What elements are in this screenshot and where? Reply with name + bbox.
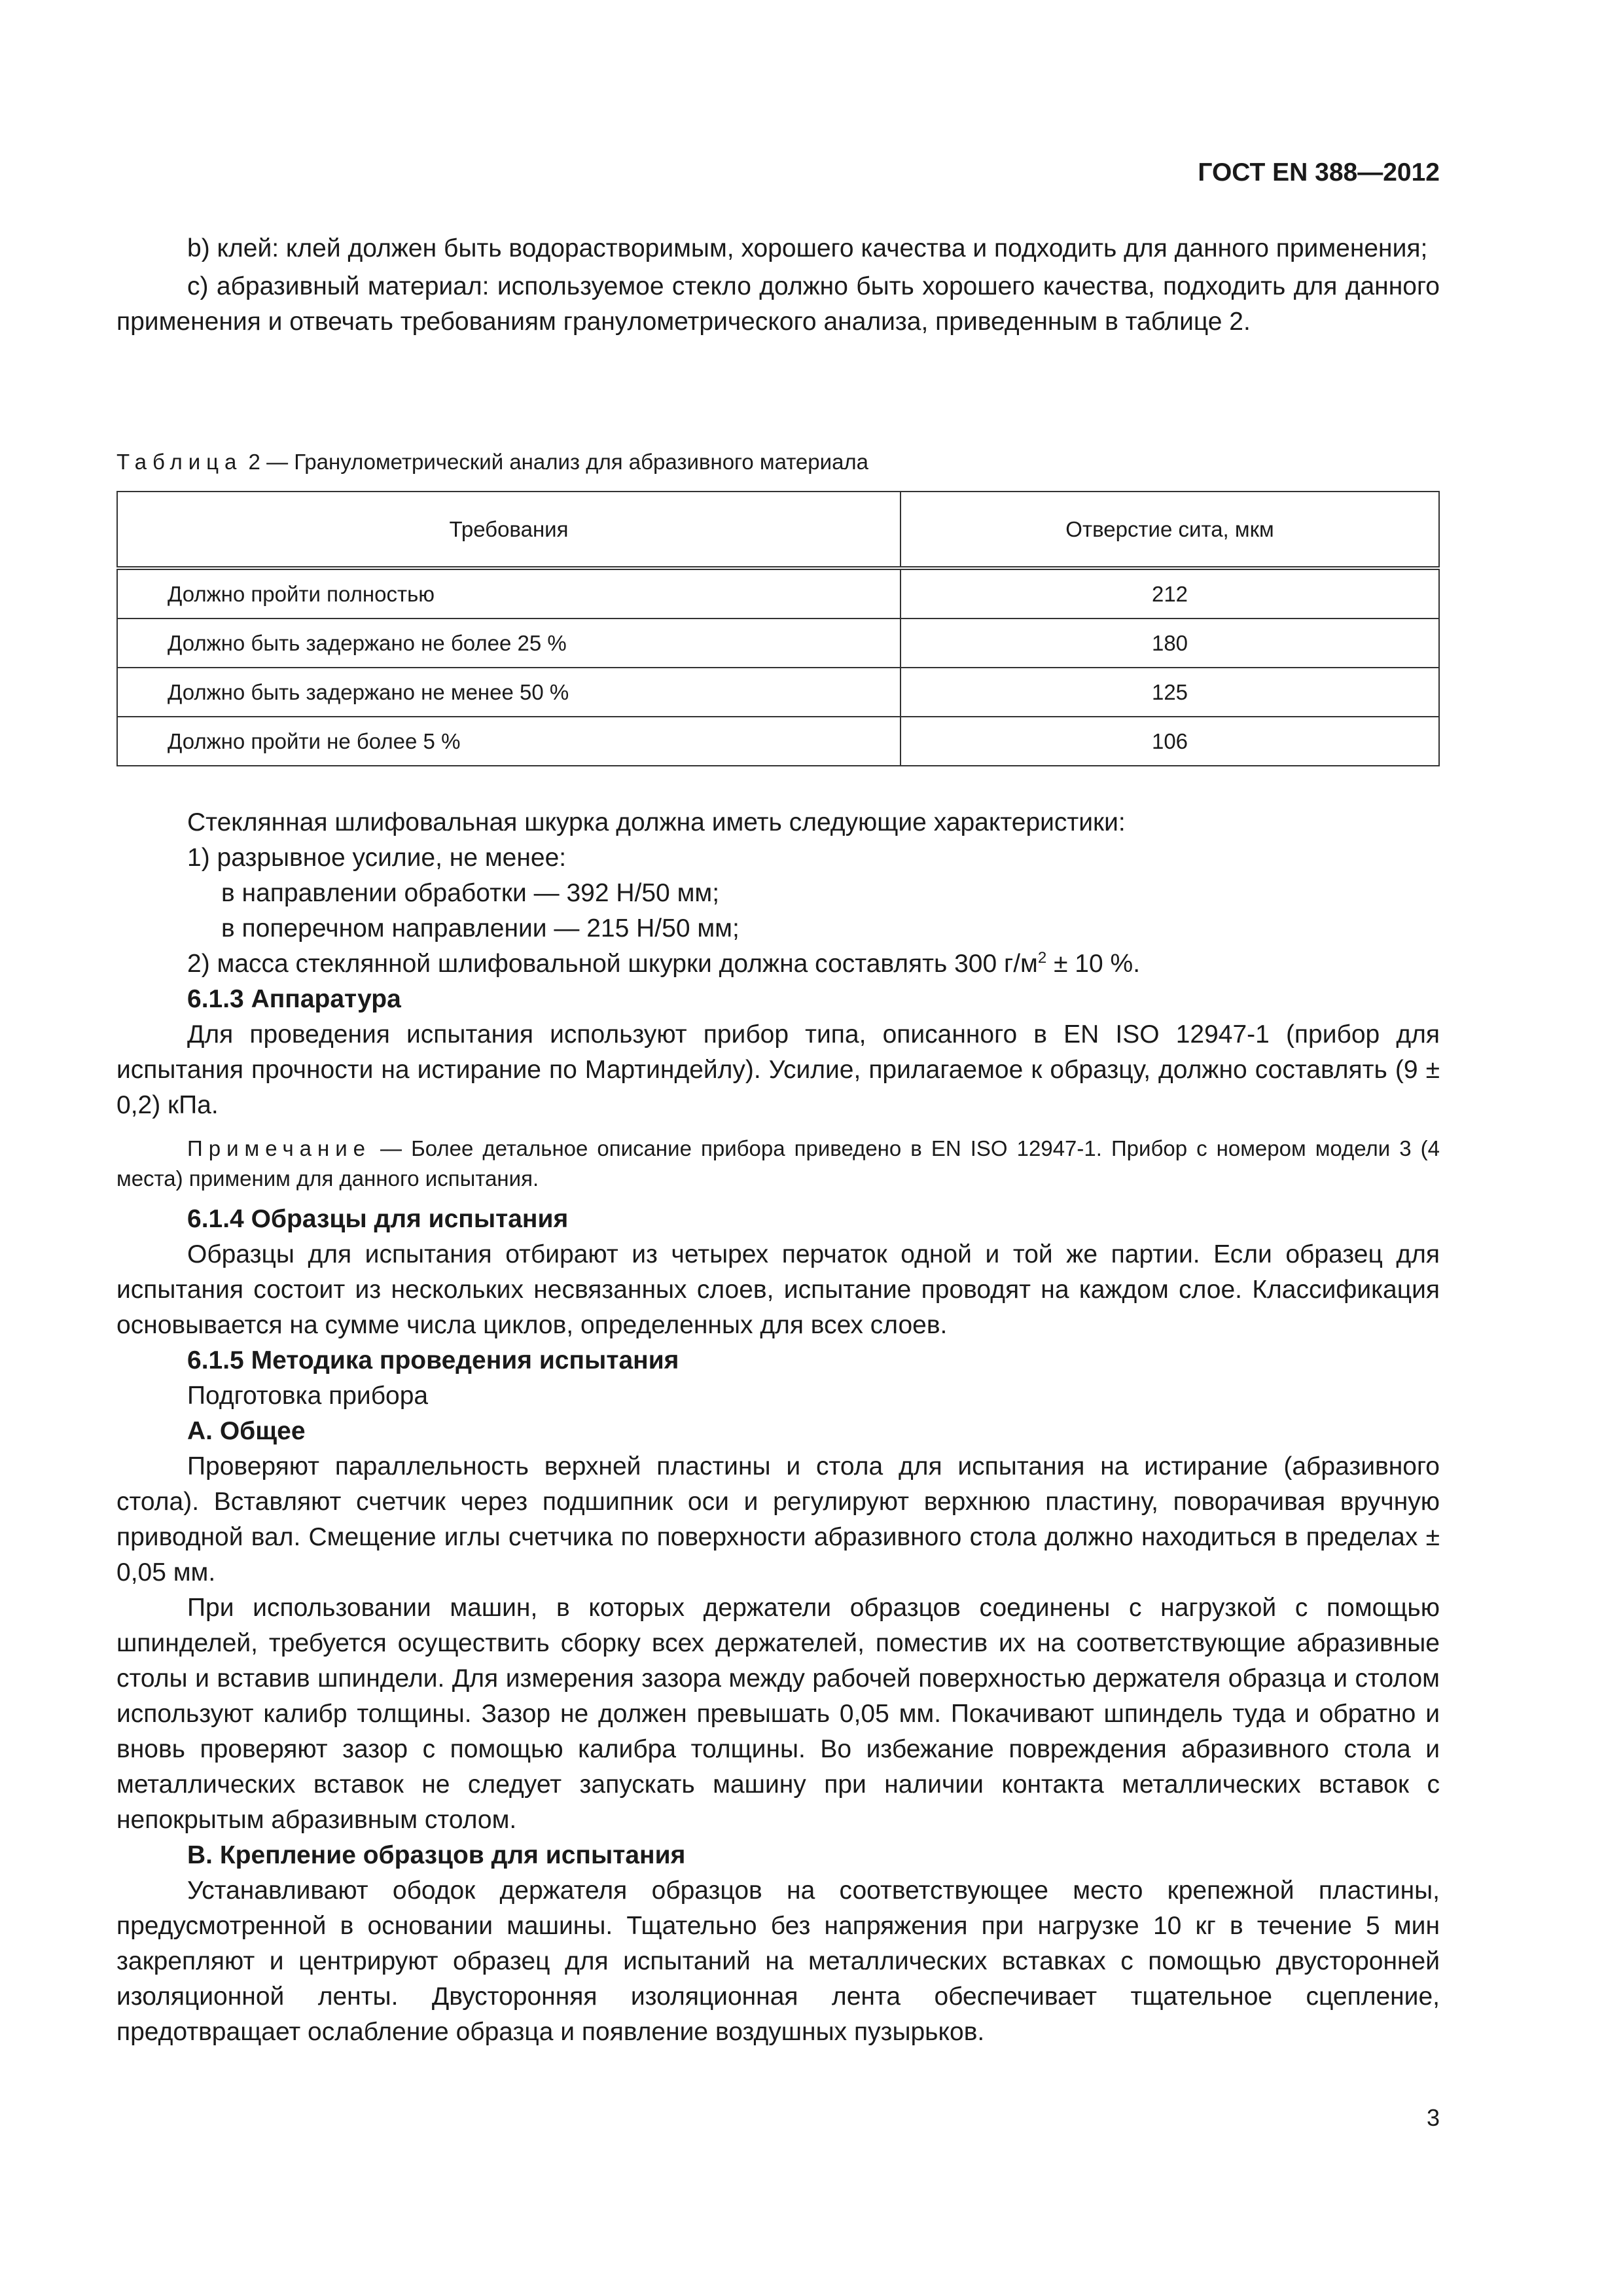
table-header-row — [117, 492, 1439, 568]
item-2-text: 2) масса стеклянной шлифовальной шкурки должна составлять 300 г/м — [187, 950, 1038, 978]
table-row — [117, 619, 1439, 668]
header-requirements: Требования — [117, 492, 901, 568]
header-sieve-opening: Отверстие сита, мкм — [901, 492, 1439, 568]
requirement-cell: Должно быть задержано не менее 50 % — [117, 668, 901, 717]
text-6-1-3: Для проведения испытания используют прибор типа, описанного в EN ISO 12947-1 (прибор для испытания прочности на истирание по Мартиндейлу). Усилие, прилагаемое к образцу, должно составлять (9 ± 0,2) кПа. — [116, 1020, 1440, 1119]
table-caption — [116, 449, 868, 475]
subheading-preparation: Подготовка прибора — [187, 1382, 429, 1410]
note-prefix: Примечание — [187, 1136, 372, 1160]
heading-b-fixing: В. Крепление образцов для испытания — [187, 1841, 686, 1869]
granulometric-table — [116, 491, 1440, 766]
heading-6-1-3: 6.1.3 Аппаратура — [187, 985, 401, 1013]
text-a-paragraph-1: Проверяют параллельность верхней пластины и стола для испытания на истирание (абразивного стола). Вставляют счетчик через подшипник оси и регулируют верхнюю пластину, поворачивая вручную приводной вал. Смещение иглы счетчика по поверхности абразивного стола должно находиться в пределах ± 0,05 мм. — [116, 1452, 1440, 1587]
table-row — [117, 668, 1439, 717]
item-c: c) абразивный материал: используемое стекло должно быть хорошего качества, подходить для данного применения и отвечать требованиям гранулометрического анализа, приведенным в таблице 2. — [116, 272, 1440, 336]
text-6-1-4: Образцы для испытания отбирают из четырех перчаток одной и той же партии. Если образец для испытания состоит из нескольких несвязанных слоев, испытание проводят на каждом слое. Классификация основывается на сумме числа циклов, определенных для всех слоев. — [116, 1240, 1440, 1339]
heading-6-1-4: 6.1.4 Образцы для испытания — [187, 1205, 569, 1233]
table-caption-prefix: Таблица — [116, 450, 243, 474]
table-row — [117, 717, 1439, 766]
text-b-paragraph-1: Устанавливают ободок держателя образцов на соответствующее место крепежной пластины, предусмотренной в основании машины. Тщательно без напряжения при нагрузке 10 кг в течение 5 мин закрепляют и центрируют образец для испытаний на металлических вставках с помощью двусторонней изоляционной ленты. Двусторонняя изоляционная лента обеспечивает тщательное сцепление, предотвращает ослабление образца и появление воздушных пузырьков. — [116, 1876, 1440, 2046]
characteristics-intro: Стеклянная шлифовальная шкурка должна иметь следующие характеристики: — [187, 808, 1126, 836]
note-6-1-3 — [116, 1134, 1440, 1194]
heading-a-general: А. Общее — [187, 1417, 306, 1445]
item-2-superscript: 2 — [1037, 949, 1047, 967]
table-row — [117, 568, 1439, 619]
characteristic-item-1b: в поперечном направлении — 215 Н/50 мм; — [221, 914, 740, 942]
item-2-tolerance: ± 10 %. — [1046, 950, 1141, 978]
heading-6-1-5: 6.1.5 Методика проведения испытания — [187, 1346, 679, 1374]
requirement-cell: Должно быть задержано не более 25 % — [117, 619, 901, 668]
note-text: — Более детальное описание прибора приведено в EN ISO 12947-1. Прибор с номером модели 3 (4 места) применим для данного испытания. — [116, 1136, 1440, 1191]
characteristic-item-1: 1) разрывное усилие, не менее: — [187, 844, 567, 872]
sieve-value-cell: 212 — [901, 568, 1439, 619]
characteristic-item-2 — [116, 946, 1440, 982]
requirement-cell: Должно пройти не более 5 % — [117, 717, 901, 766]
characteristic-item-1a: в направлении обработки — 392 Н/50 мм; — [221, 879, 720, 907]
document-number: ГОСТ EN 388—2012 — [1198, 158, 1440, 187]
text-a-paragraph-2: При использовании машин, в которых держатели образцов соединены с нагрузкой с помощью шпинделей, требуется осуществить сборку всех держателей, поместив их на соответствующие абразивные столы и вставив шпиндели. Для измерения зазора между рабочей поверхностью держателя образца и столом используют калибр толщины. Зазор не должен превышать 0,05 мм. Покачивают шпиндель туда и обратно и вновь проверяют зазор с помощью калибра толщины. Во избежание повреждения абразивного стола и металлических вставок не следует запускать машину при наличии контакта металлических вставок с непокрытым абразивным столом. — [116, 1594, 1440, 1834]
requirement-cell: Должно пройти полностью — [117, 568, 901, 619]
sieve-value-cell: 125 — [901, 668, 1439, 717]
sieve-value-cell: 180 — [901, 619, 1439, 668]
table-caption-text: 2 — Гранулометрический анализ для абразивного материала — [242, 450, 869, 474]
page-number: 3 — [1426, 2104, 1440, 2131]
item-b: b) клей: клей должен быть водорастворимым, хорошего качества и подходить для данного применения; — [187, 234, 1428, 262]
sieve-value-cell: 106 — [901, 717, 1439, 766]
